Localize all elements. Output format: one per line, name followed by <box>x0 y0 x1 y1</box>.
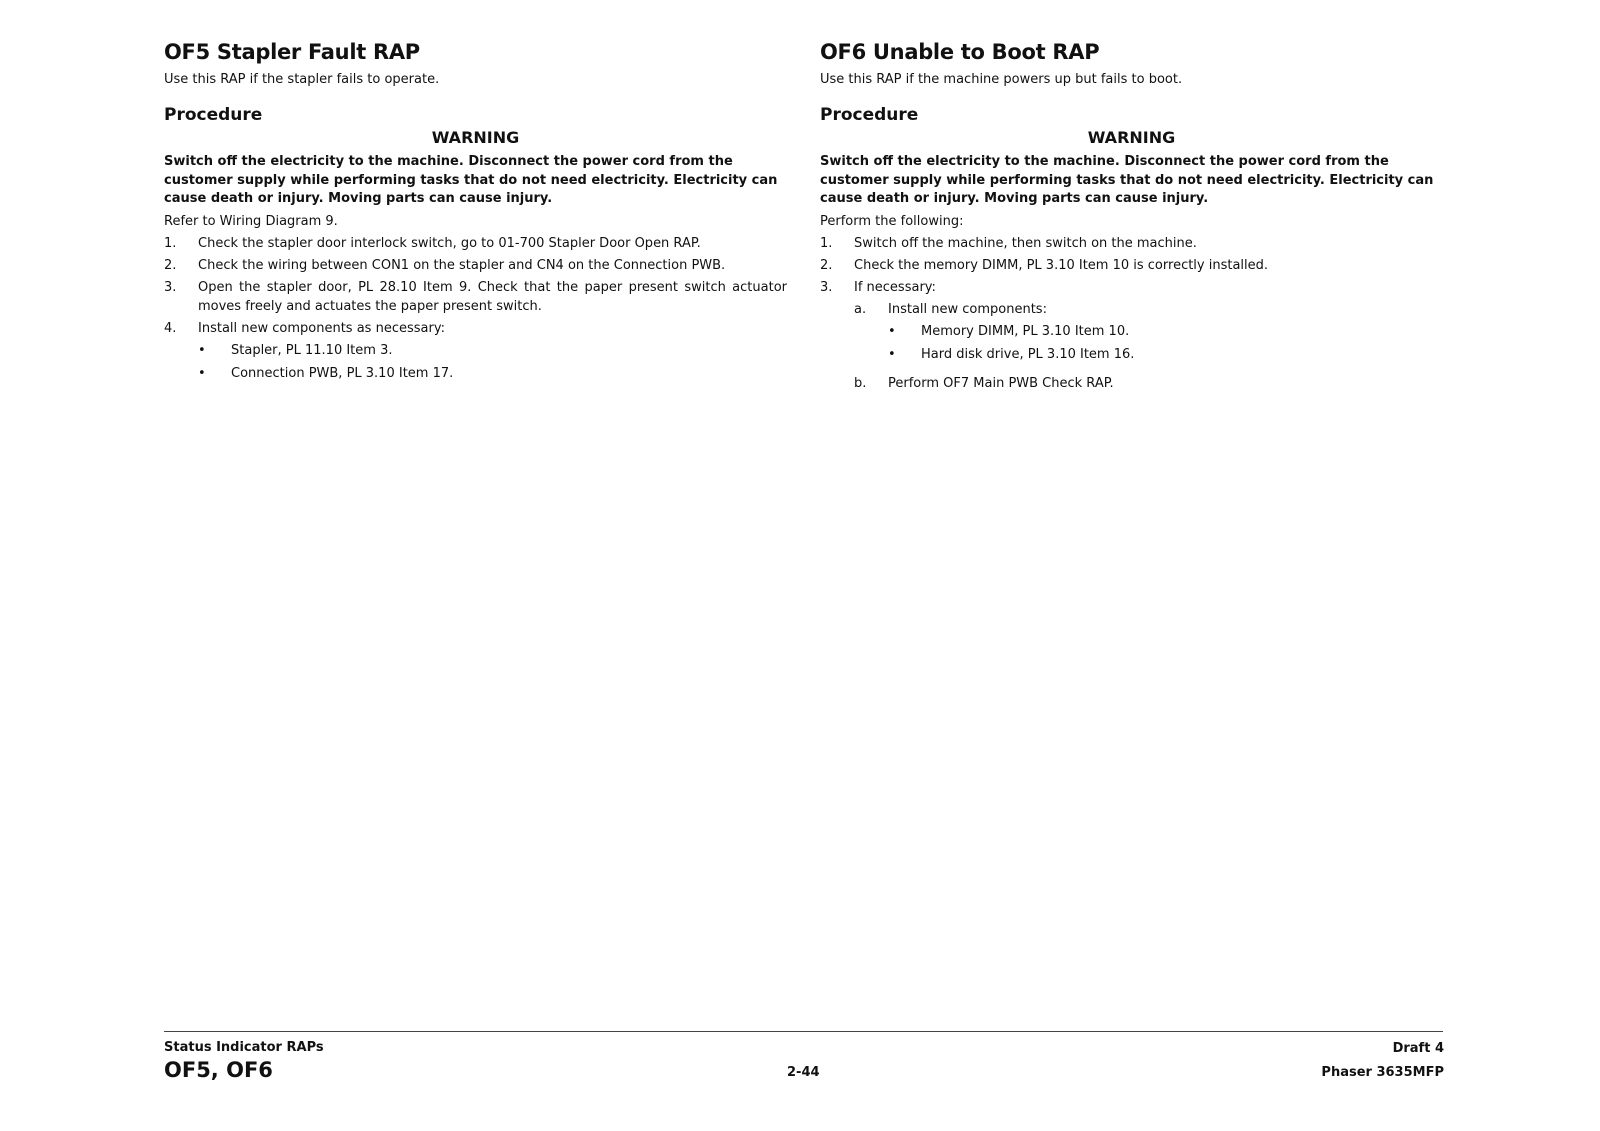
step-number: 2. <box>820 257 833 273</box>
substep-item <box>854 374 1443 393</box>
right-column <box>820 40 1443 396</box>
step-number: 1. <box>820 235 833 251</box>
section-title: OF5 Stapler Fault RAP <box>164 40 420 64</box>
warning-text: Switch off the electricity to the machine. Disconnect the power cord from the customer supply while performing tasks that do not need electricity. Electricity can cause death or injury. Moving parts can cause injury. <box>820 154 1434 206</box>
step-text: If necessary: <box>854 279 936 295</box>
step-item <box>164 278 787 316</box>
warning-title: WARNING <box>431 128 520 147</box>
intro-text: Use this RAP if the stapler fails to operate. <box>164 72 440 87</box>
left-column <box>164 40 787 387</box>
bullet-icon: • <box>888 323 896 339</box>
step-number: 2. <box>164 257 177 273</box>
substep-letter: a. <box>854 301 867 317</box>
step-item <box>820 256 1443 275</box>
footer-codes: OF5, OF6 <box>164 1058 273 1082</box>
step-item <box>820 278 1443 297</box>
substep-item <box>854 300 1443 319</box>
footer-product: Phaser 3635MFP <box>1321 1065 1444 1080</box>
bullet-icon: • <box>198 342 206 358</box>
bullet-text: Memory DIMM, PL 3.10 Item 10. <box>921 323 1130 339</box>
step-text: Check the wiring between CON1 on the stapler and CN4 on the Connection PWB. <box>198 257 726 273</box>
warning-text: Switch off the electricity to the machine. Disconnect the power cord from the customer supply while performing tasks that do not need electricity. Electricity can cause death or injury. Moving parts can cause injury. <box>164 154 778 206</box>
warning-title: WARNING <box>1087 128 1176 147</box>
bullet-icon: • <box>888 346 896 362</box>
procedure-heading: Procedure <box>164 105 263 125</box>
step-text: Check the stapler door interlock switch, go to 01-700 Stapler Door Open RAP. <box>198 235 701 251</box>
bullet-text: Stapler, PL 11.10 Item 3. <box>231 342 393 358</box>
step-number: 3. <box>820 279 833 295</box>
page-number: 2-44 <box>787 1065 820 1080</box>
bullet-item <box>198 364 787 383</box>
step-item <box>164 256 787 275</box>
step-number: 4. <box>164 320 177 336</box>
step-number: 1. <box>164 235 177 251</box>
intro-text: Use this RAP if the machine powers up but fails to boot. <box>820 72 1183 87</box>
bullet-icon: • <box>198 365 206 381</box>
step-item <box>164 319 787 338</box>
bullet-item <box>888 345 1443 364</box>
bullet-text: Hard disk drive, PL 3.10 Item 16. <box>921 346 1135 362</box>
step-number: 3. <box>164 279 177 295</box>
step-item <box>820 234 1443 253</box>
step-text: Switch off the machine, then switch on the machine. <box>854 235 1197 251</box>
footer-divider <box>164 1031 1443 1032</box>
step-text: Install new components as necessary: <box>198 320 445 336</box>
section-title: OF6 Unable to Boot RAP <box>820 40 1100 64</box>
step-text: Open the stapler door, PL 28.10 Item 9. Check that the paper present switch actuator moves freely and actuates the paper present switch. <box>198 279 787 314</box>
lead-text: Refer to Wiring Diagram 9. <box>164 213 338 229</box>
substep-text: Install new components: <box>888 301 1047 317</box>
footer-draft: Draft 4 <box>1392 1041 1444 1056</box>
substep-letter: b. <box>854 375 867 391</box>
lead-text: Perform the following: <box>820 213 964 229</box>
step-item <box>164 234 787 253</box>
substep-text: Perform OF7 Main PWB Check RAP. <box>888 375 1114 391</box>
bullet-text: Connection PWB, PL 3.10 Item 17. <box>231 365 454 381</box>
bullet-item <box>888 322 1443 341</box>
procedure-heading: Procedure <box>820 105 919 125</box>
step-text: Check the memory DIMM, PL 3.10 Item 10 is correctly installed. <box>854 257 1269 273</box>
footer-section: Status Indicator RAPs <box>164 1040 324 1055</box>
bullet-item <box>198 341 787 360</box>
